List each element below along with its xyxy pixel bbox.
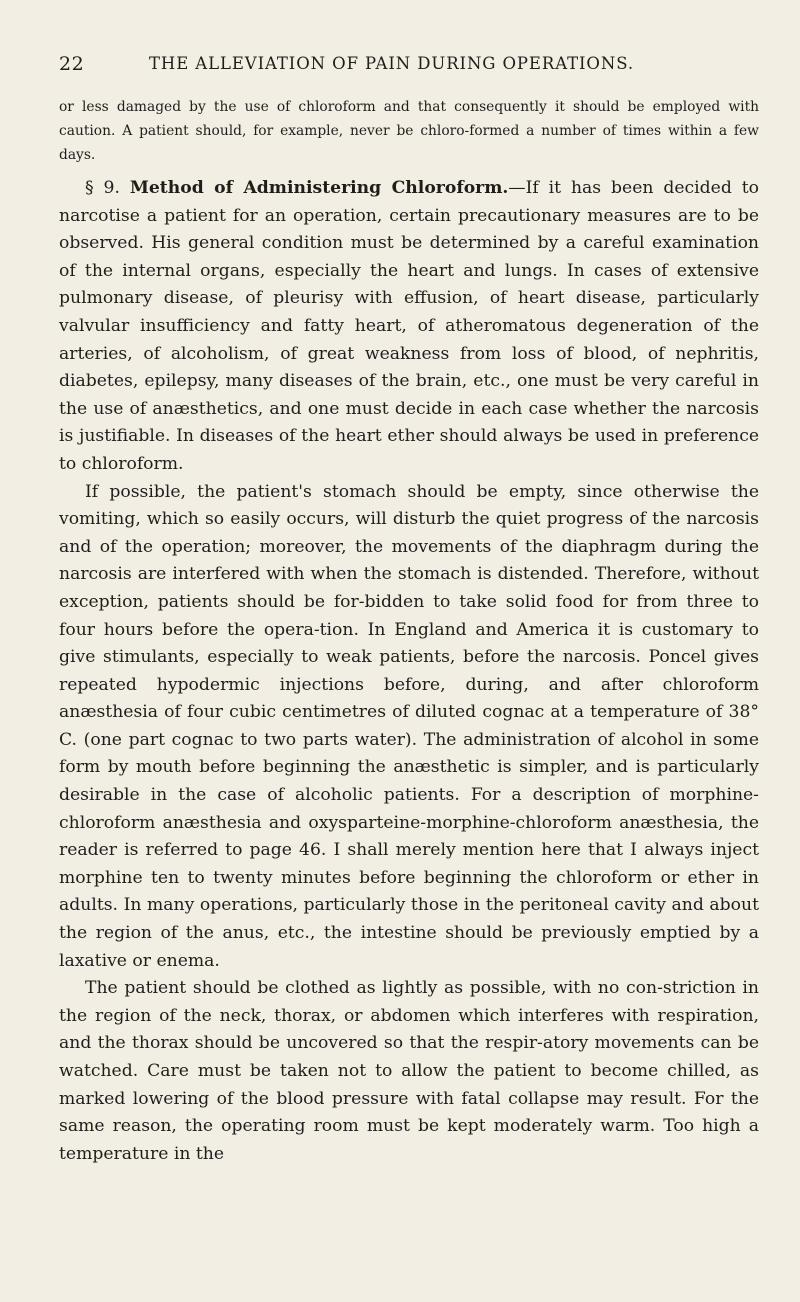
paragraph-stomach: If possible, the patient's stomach should be empty, since otherwise the vomiting, which so easily occurs, will disturb the quiet progress of the narcosis and of the operation; moreover, the movements of the diaphragm during the narcosis are interfered with when the stomach is distended. Therefore, without exception, patients should be for-bidden to take solid food for from three to four hours before the opera-tion. In England and America it is customary to give stimulants, especially to weak patients, before the narcosis. Poncel gives repeated hypodermic injections before, during, and after chloroform anæsthesia of four cubic centimetres of diluted cognac at a temperature of 38° C. (one part cognac to two parts water). The administration of alcohol in some form by mouth before beginning the anæsthetic is simpler, and is particularly desirable in the case of alcoholic patients. For a description of morphine-chloroform anæsthesia and oxysparteine-morphine-chloroform anæsthesia, the reader is referred to page 46. I shall merely mention here that I always inject morphine ten to twenty minutes before beginning the chloroform or ether in adults. In many operations, particularly those in the peritoneal cavity and about the region of the anus, etc., the intestine should be previously emptied by a laxative or enema. <box>59 481 759 971</box>
section-heading: Method of Administering Chloroform. <box>129 178 509 198</box>
continuation-paragraph: or less damaged by the use of chloroform and that consequently it should be employed with caution. A patient should, for example, never be chloro-formed a number of times within a few days. <box>59 99 759 163</box>
section-number: § 9. <box>85 178 120 198</box>
running-head <box>59 53 729 79</box>
section-intro-text: —If it has been decided to narcotise a patient for an operation, certain precautionary measures are to be observed. His general condition must be determined by a careful examination of the internal organs, especially the heart and lungs. In cases of extensive pulmonary disease, of pleurisy with effusion, of heart disease, particularly valvular insufficiency and fatty heart, of atheromatous degeneration of the arteries, of alcoholism, of great weakness from loss of blood, of nephritis, diabetes, epilepsy, many diseases of the brain, etc., one must be very careful in the use of anæsthetics, and one must decide in each case whether the narcosis is justifiable. In diseases of the heart ether should always be used in preference to chloroform. <box>59 178 760 474</box>
page-number: 22 <box>59 53 85 75</box>
body-text <box>59 175 759 1168</box>
paragraph-clothing: The patient should be clothed as lightly as possible, with no con-striction in the region of the neck, thorax, or abdomen which interferes with respiration, and the thorax should be uncovered so that the respir-atory movements can be watched. Care must be taken not to allow the patient to become chilled, as marked lowering of the blood pressure with fatal collapse may result. For the same reason, the operating room must be kept moderately warm. Too high a temperature in the <box>59 978 759 1164</box>
section-paragraph <box>59 175 759 479</box>
running-title: THE ALLEVIATION OF PAIN DURING OPERATIONS. <box>149 54 634 73</box>
